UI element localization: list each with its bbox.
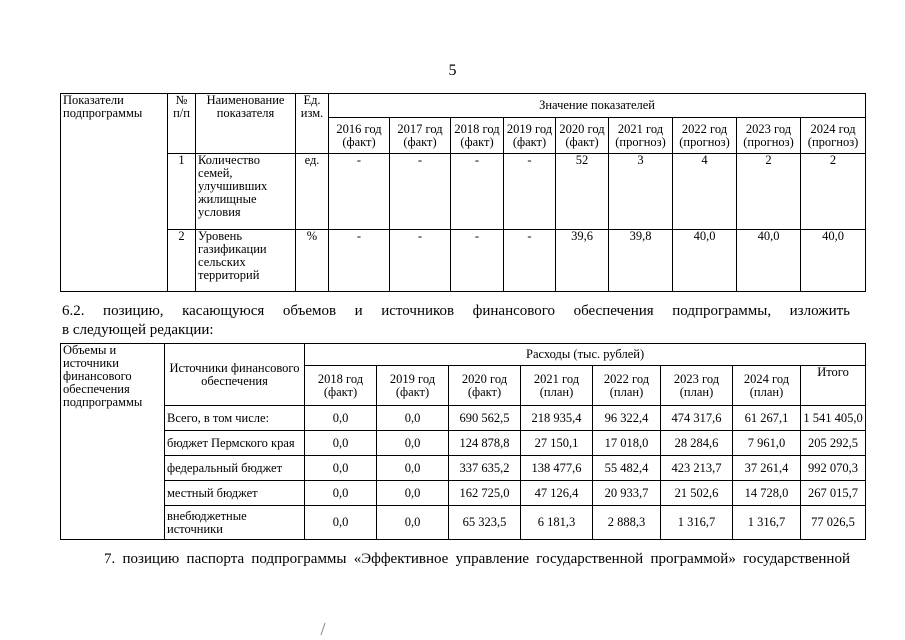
value-cell: 55 482,4: [593, 456, 661, 481]
value-cell: -: [504, 230, 556, 292]
value-cell: 27 150,1: [521, 431, 593, 456]
indicators-header: Показатели подпрограммы: [61, 94, 168, 292]
value-cell: 4: [673, 154, 737, 230]
source-name: местный бюджет: [165, 481, 305, 506]
year-header: 2016 год (факт): [329, 118, 390, 154]
year-header: 2024 год (прогноз): [801, 118, 866, 154]
value-cell: 2: [737, 154, 801, 230]
value-cell: 65 323,5: [449, 506, 521, 540]
value-cell: 0,0: [305, 506, 377, 540]
value-cell: -: [504, 154, 556, 230]
num-header: № п/п: [168, 94, 196, 154]
page-number: 5: [448, 62, 457, 79]
value-cell: 37 261,4: [733, 456, 801, 481]
year-header: 2019 год (факт): [377, 366, 449, 406]
indicators-table: [60, 93, 866, 292]
value-cell: 0,0: [305, 431, 377, 456]
value-cell: 138 477,6: [521, 456, 593, 481]
source-name: Всего, в том числе:: [165, 406, 305, 431]
value-cell: 14 728,0: [733, 481, 801, 506]
year-header: 2020 год (факт): [449, 366, 521, 406]
year-header: 2021 год (план): [521, 366, 593, 406]
table-row: [61, 230, 866, 292]
value-cell: 20 933,7: [593, 481, 661, 506]
value-cell: 0,0: [377, 481, 449, 506]
value-cell: 992 070,3: [801, 456, 866, 481]
value-cell: 205 292,5: [801, 431, 866, 456]
value-cell: 2: [801, 154, 866, 230]
volumes-header: Объемы и источники финансового обеспечения подпрограммы: [61, 344, 165, 540]
value-cell: 0,0: [377, 506, 449, 540]
year-header: 2018 год (факт): [305, 366, 377, 406]
year-header: 2017 год (факт): [390, 118, 451, 154]
value-cell: 40,0: [801, 230, 866, 292]
value-cell: 52: [556, 154, 609, 230]
table-row: [61, 431, 866, 456]
value-cell: -: [329, 154, 390, 230]
sources-header: Источники финансового обеспечения: [165, 344, 305, 406]
value-cell: 0,0: [305, 456, 377, 481]
values-header: Значение показателей: [329, 94, 866, 118]
source-name: бюджет Пермского края: [165, 431, 305, 456]
value-cell: 3: [609, 154, 673, 230]
source-name: федеральный бюджет: [165, 456, 305, 481]
row-number: 2: [168, 230, 196, 292]
unit-header: Ед. изм.: [296, 94, 329, 154]
row-number: 1: [168, 154, 196, 230]
table-row: [61, 456, 866, 481]
unit-cell: ед.: [296, 154, 329, 230]
value-cell: 40,0: [673, 230, 737, 292]
source-name: внебюджетные источники: [165, 506, 305, 540]
value-cell: 28 284,6: [661, 431, 733, 456]
year-header: 2019 год (факт): [504, 118, 556, 154]
value-cell: 39,8: [609, 230, 673, 292]
indicator-name: Уровень газификации сельских территорий: [196, 230, 296, 292]
table-row: [61, 406, 866, 431]
value-cell: 21 502,6: [661, 481, 733, 506]
value-cell: 1 541 405,0: [801, 406, 866, 431]
value-cell: 40,0: [737, 230, 801, 292]
value-cell: -: [451, 230, 504, 292]
value-cell: 6 181,3: [521, 506, 593, 540]
value-cell: 96 322,4: [593, 406, 661, 431]
value-cell: 0,0: [377, 406, 449, 431]
table-row: [61, 481, 866, 506]
year-header: 2023 год (прогноз): [737, 118, 801, 154]
total-header: Итого: [801, 366, 866, 406]
table-row: [61, 154, 866, 230]
value-cell: 0,0: [305, 481, 377, 506]
expenses-header: Расходы (тыс. рублей): [305, 344, 866, 366]
value-cell: -: [390, 230, 451, 292]
value-cell: -: [329, 230, 390, 292]
value-cell: 0,0: [305, 406, 377, 431]
paragraph-6-2-line2: в следующей редакции:: [62, 322, 214, 338]
year-header: 2018 год (факт): [451, 118, 504, 154]
year-header: 2022 год (план): [593, 366, 661, 406]
year-header: 2024 год (план): [733, 366, 801, 406]
unit-cell: %: [296, 230, 329, 292]
value-cell: 337 635,2: [449, 456, 521, 481]
value-cell: 0,0: [377, 431, 449, 456]
value-cell: 39,6: [556, 230, 609, 292]
value-cell: -: [390, 154, 451, 230]
paragraph-6-2-line1: 6.2. позицию, касающуюся объемов и источников финансового обеспечения подпрограммы, изложить: [62, 303, 850, 319]
value-cell: 1 316,7: [661, 506, 733, 540]
year-header: 2021 год (прогноз): [609, 118, 673, 154]
value-cell: 1 316,7: [733, 506, 801, 540]
value-cell: 17 018,0: [593, 431, 661, 456]
value-cell: -: [451, 154, 504, 230]
year-header: 2023 год (план): [661, 366, 733, 406]
financing-table: [60, 343, 866, 540]
value-cell: 267 015,7: [801, 481, 866, 506]
value-cell: 47 126,4: [521, 481, 593, 506]
value-cell: 162 725,0: [449, 481, 521, 506]
value-cell: 474 317,6: [661, 406, 733, 431]
year-header: 2022 год (прогноз): [673, 118, 737, 154]
name-header: Наименование показателя: [196, 94, 296, 154]
table-row: [61, 506, 866, 540]
value-cell: 61 267,1: [733, 406, 801, 431]
indicator-name: Количество семей, улучшивших жилищные условия: [196, 154, 296, 230]
value-cell: 423 213,7: [661, 456, 733, 481]
year-header: 2020 год (факт): [556, 118, 609, 154]
value-cell: 2 888,3: [593, 506, 661, 540]
value-cell: 124 878,8: [449, 431, 521, 456]
paragraph-7: 7. позицию паспорта подпрограммы «Эффективное управление государственной программой» государственной: [104, 551, 850, 567]
value-cell: 0,0: [377, 456, 449, 481]
value-cell: 218 935,4: [521, 406, 593, 431]
value-cell: 77 026,5: [801, 506, 866, 540]
scan-mark: [318, 622, 328, 636]
value-cell: 690 562,5: [449, 406, 521, 431]
value-cell: 7 961,0: [733, 431, 801, 456]
